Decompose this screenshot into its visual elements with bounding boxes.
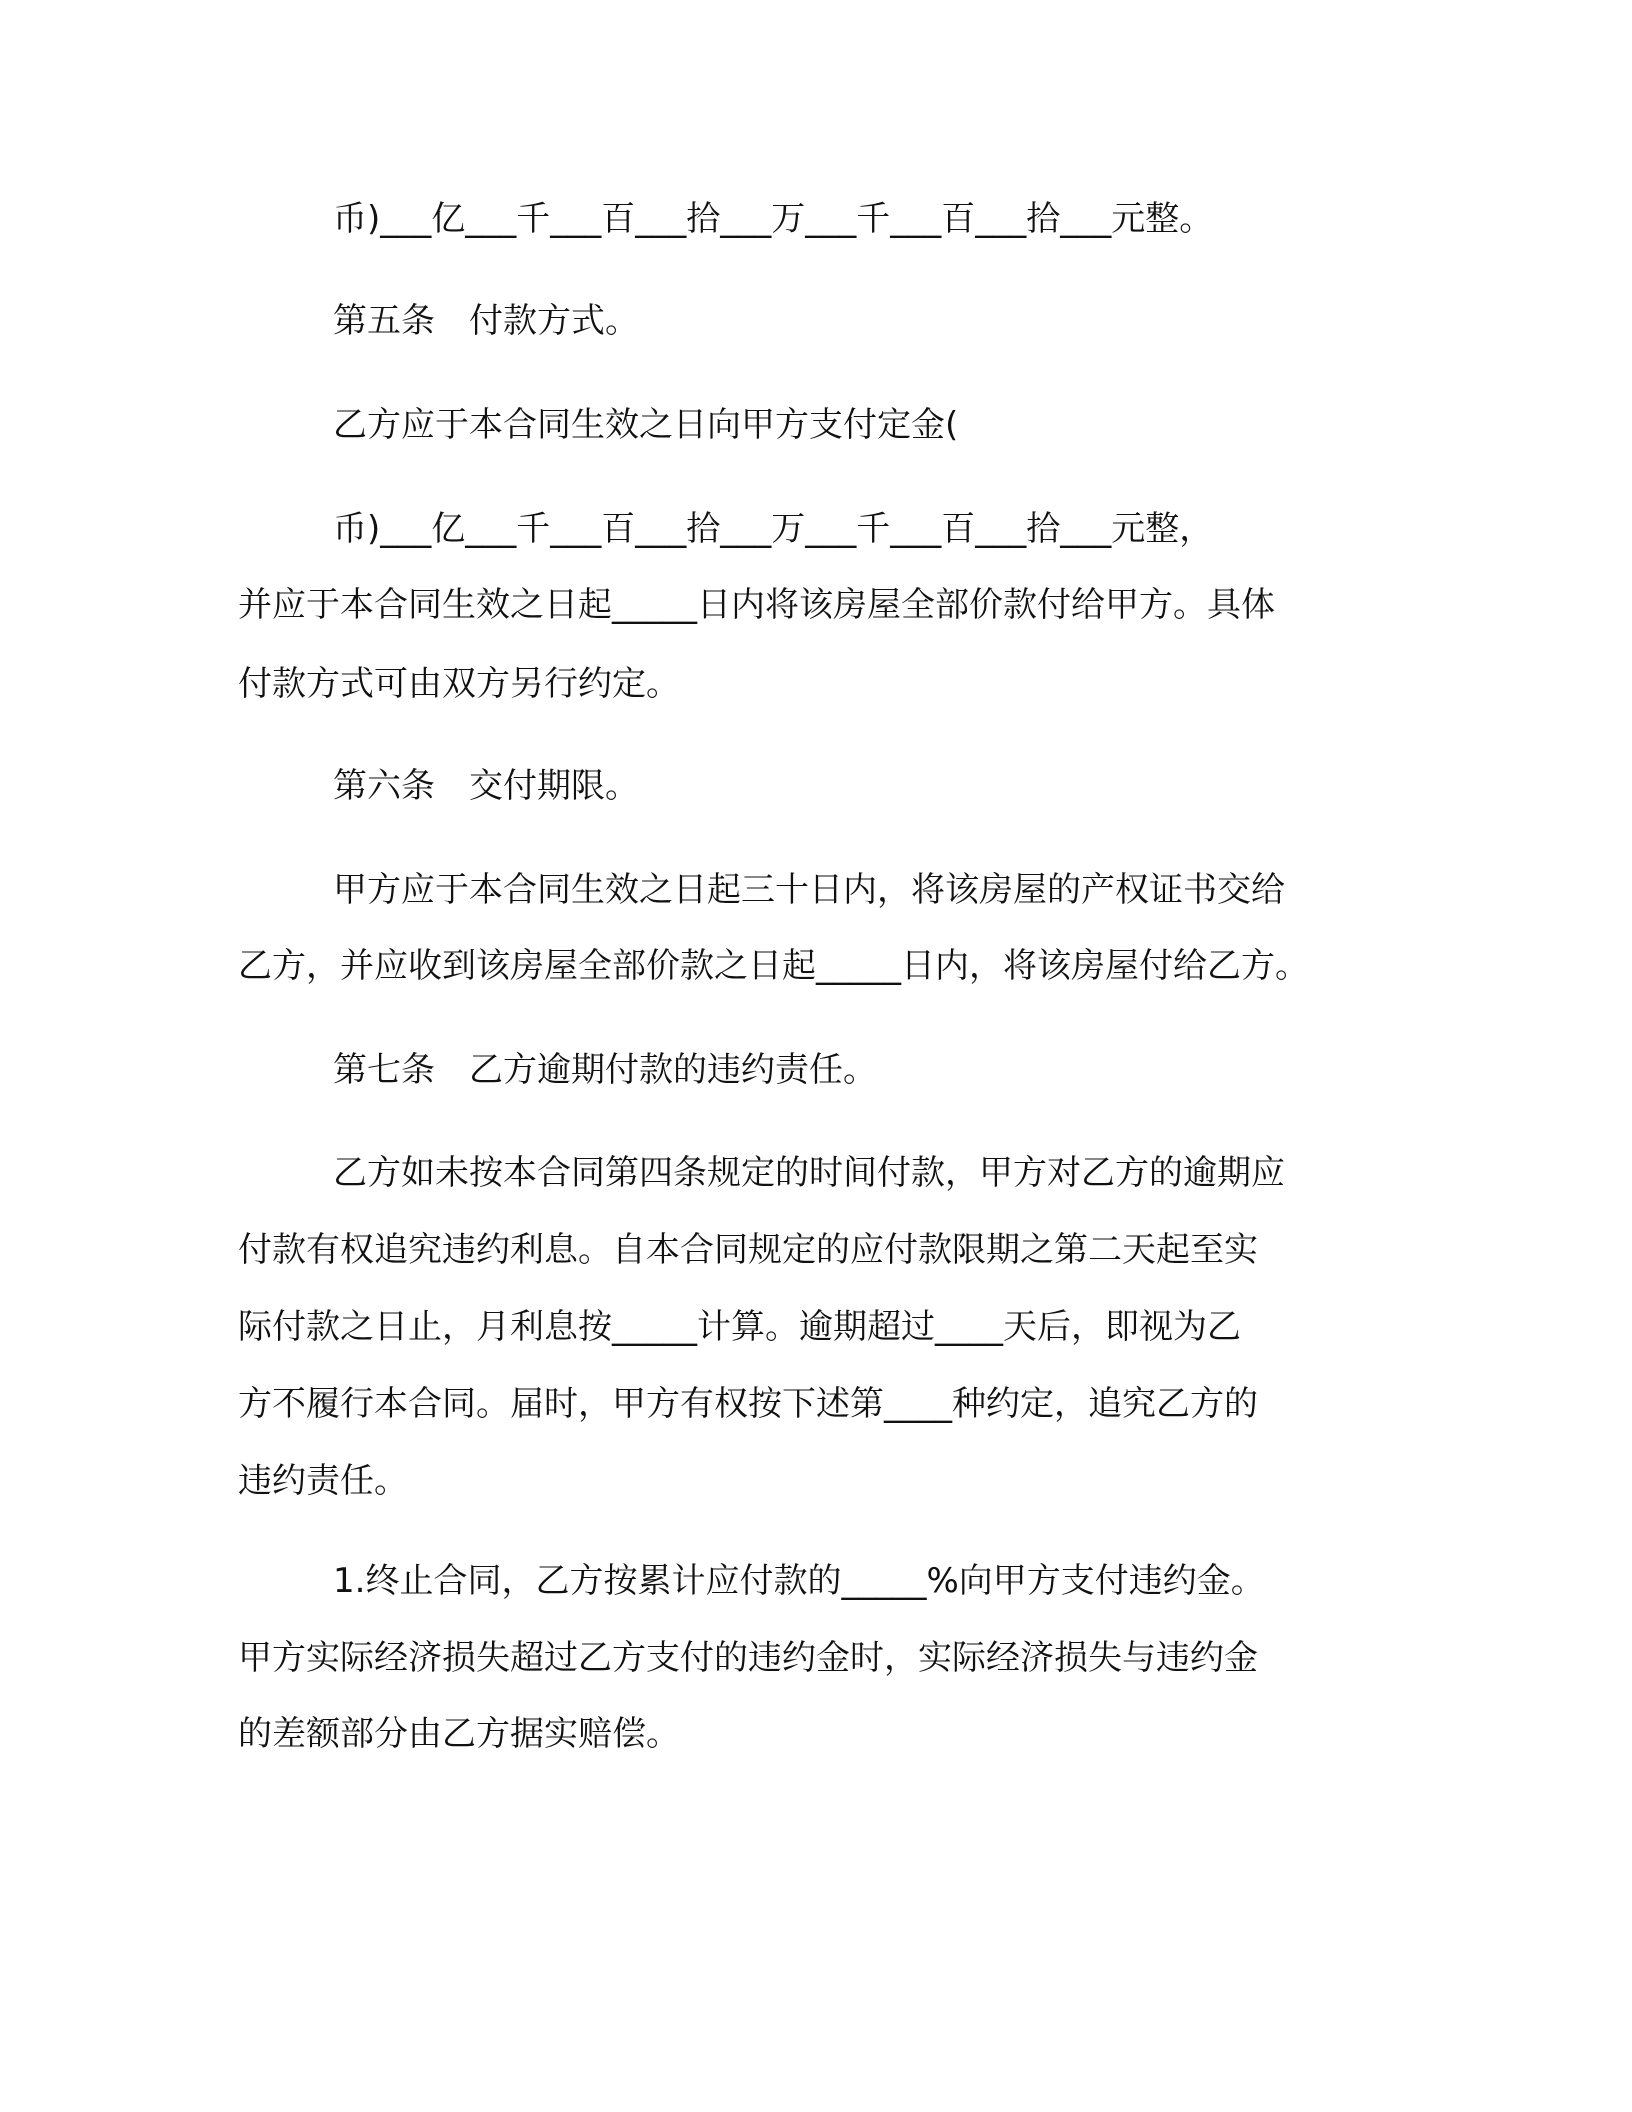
paragraph-line: 并应于本合同生效之日起_____日内将该房屋全部价款付给甲方。具体 [238,585,1275,625]
paragraph-line: 付款有权追究违约利息。自本合同规定的应付款限期之第二天起至实 [238,1230,1258,1270]
paragraph-line: 的差额部分由乙方据实赔偿。 [238,1714,680,1754]
paragraph-line: 甲方应于本合同生效之日起三十日内，将该房屋的产权证书交给 [333,870,1285,910]
article-heading: 第六条 交付期限。 [333,766,639,806]
paragraph-line: 1.终止合同，乙方按累计应付款的_____%向甲方支付违约金。 [333,1561,1265,1601]
paragraph-line: 币)___亿___千___百___拾___万___千___百___拾___元整。 [333,199,1214,239]
paragraph-line: 乙方如未按本合同第四条规定的时间付款，甲方对乙方的逾期应 [333,1153,1285,1193]
paragraph-line: 付款方式可由双方另行约定。 [238,664,680,704]
paragraph-line: 方不履行本合同。届时，甲方有权按下述第____种约定，追究乙方的 [238,1384,1258,1424]
article-heading: 第五条 付款方式。 [333,301,639,341]
paragraph-line: 际付款之日止，月利息按_____计算。逾期超过____天后，即视为乙 [238,1307,1241,1347]
paragraph-line: 乙方应于本合同生效之日向甲方支付定金( [333,405,959,445]
paragraph-line: 乙方，并应收到该房屋全部价款之日起_____日内，将该房屋付给乙方。 [238,946,1309,986]
paragraph-line: 违约责任。 [238,1461,408,1501]
article-heading: 第七条 乙方逾期付款的违约责任。 [333,1050,877,1090]
paragraph-line: 甲方实际经济损失超过乙方支付的违约金时，实际经济损失与违约金 [238,1638,1258,1678]
paragraph-line: 币)___亿___千___百___拾___万___千___百___拾___元整， [333,509,1214,549]
